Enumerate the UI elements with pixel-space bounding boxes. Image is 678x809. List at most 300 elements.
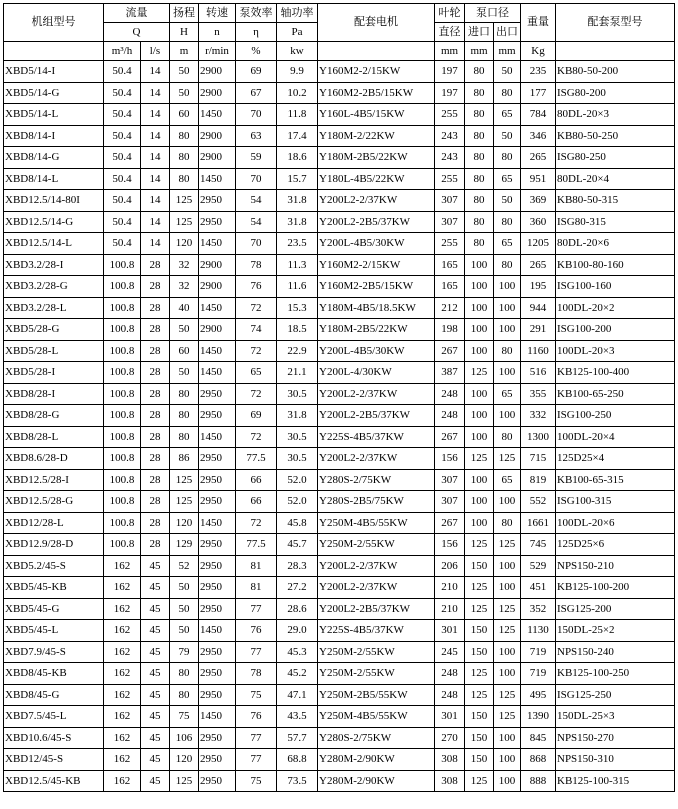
cell-inlet: 100 — [465, 254, 494, 276]
cell-inlet: 150 — [465, 727, 494, 749]
header-symbol-efficiency: η — [236, 23, 277, 42]
cell-efficiency: 77 — [236, 727, 277, 749]
cell-flow-ls: 28 — [141, 340, 170, 362]
cell-motor: Y280M-2/90KW — [318, 770, 435, 792]
cell-flow-ls: 45 — [141, 598, 170, 620]
cell-efficiency: 70 — [236, 233, 277, 255]
table-row — [4, 577, 675, 599]
cell-head: 106 — [170, 727, 199, 749]
cell-inlet: 150 — [465, 749, 494, 771]
cell-model: XBD3.2/28-G — [4, 276, 104, 298]
cell-flow-m3h: 100.8 — [104, 405, 141, 427]
cell-speed: 1450 — [199, 233, 236, 255]
cell-outlet: 80 — [494, 512, 521, 534]
table-row — [4, 383, 675, 405]
cell-inlet: 125 — [465, 448, 494, 470]
table-row — [4, 405, 675, 427]
cell-flow-m3h: 100.8 — [104, 512, 141, 534]
cell-flow-ls: 45 — [141, 727, 170, 749]
cell-power: 27.2 — [277, 577, 318, 599]
header-symbol-speed: n — [199, 23, 236, 42]
cell-outlet: 65 — [494, 469, 521, 491]
table-row — [4, 684, 675, 706]
cell-pump-model: 80DL-20×4 — [556, 168, 675, 190]
cell-head: 60 — [170, 340, 199, 362]
cell-head: 60 — [170, 104, 199, 126]
cell-head: 80 — [170, 405, 199, 427]
cell-speed: 2950 — [199, 448, 236, 470]
cell-flow-m3h: 100.8 — [104, 340, 141, 362]
cell-efficiency: 72 — [236, 512, 277, 534]
cell-efficiency: 76 — [236, 620, 277, 642]
cell-power: 47.1 — [277, 684, 318, 706]
table-row — [4, 297, 675, 319]
table-row — [4, 641, 675, 663]
table-row — [4, 362, 675, 384]
cell-inlet: 100 — [465, 276, 494, 298]
cell-inlet: 150 — [465, 620, 494, 642]
cell-model: XBD12/45-S — [4, 749, 104, 771]
cell-flow-m3h: 100.8 — [104, 362, 141, 384]
cell-model: XBD5/14-I — [4, 61, 104, 83]
cell-weight: 1160 — [521, 340, 556, 362]
cell-power: 11.3 — [277, 254, 318, 276]
cell-pump-model: NPS150-210 — [556, 555, 675, 577]
cell-motor: Y200L2-2/37KW — [318, 448, 435, 470]
cell-efficiency: 77.5 — [236, 448, 277, 470]
header-unit-blank — [4, 42, 104, 61]
cell-outlet: 100 — [494, 491, 521, 513]
table-row — [4, 598, 675, 620]
cell-pump-model: KB80-50-315 — [556, 190, 675, 212]
cell-motor: Y200L2-2B5/37KW — [318, 598, 435, 620]
cell-head: 125 — [170, 770, 199, 792]
cell-inlet: 80 — [465, 61, 494, 83]
cell-weight: 888 — [521, 770, 556, 792]
cell-outlet: 65 — [494, 233, 521, 255]
cell-speed: 1450 — [199, 104, 236, 126]
cell-inlet: 125 — [465, 663, 494, 685]
cell-inlet: 80 — [465, 82, 494, 104]
cell-flow-m3h: 162 — [104, 598, 141, 620]
table-row — [4, 620, 675, 642]
cell-outlet: 125 — [494, 598, 521, 620]
cell-power: 68.8 — [277, 749, 318, 771]
cell-efficiency: 59 — [236, 147, 277, 169]
cell-motor: Y280M-2/90KW — [318, 749, 435, 771]
cell-impeller-diameter: 197 — [435, 82, 465, 104]
cell-efficiency: 72 — [236, 340, 277, 362]
cell-flow-m3h: 100.8 — [104, 297, 141, 319]
cell-head: 120 — [170, 233, 199, 255]
cell-weight: 352 — [521, 598, 556, 620]
cell-outlet: 80 — [494, 147, 521, 169]
cell-weight: 719 — [521, 663, 556, 685]
header-row-units — [4, 42, 675, 61]
cell-power: 23.5 — [277, 233, 318, 255]
cell-model: XBD12.5/14-80I — [4, 190, 104, 212]
cell-power: 30.5 — [277, 383, 318, 405]
cell-model: XBD8.6/28-D — [4, 448, 104, 470]
cell-efficiency: 77 — [236, 641, 277, 663]
header-unit-efficiency: % — [236, 42, 277, 61]
cell-flow-m3h: 100.8 — [104, 383, 141, 405]
cell-flow-m3h: 50.4 — [104, 190, 141, 212]
cell-motor: Y180M-4B5/18.5KW — [318, 297, 435, 319]
cell-inlet: 100 — [465, 383, 494, 405]
cell-impeller-diameter: 198 — [435, 319, 465, 341]
cell-flow-m3h: 100.8 — [104, 491, 141, 513]
cell-head: 80 — [170, 168, 199, 190]
cell-weight: 745 — [521, 534, 556, 556]
cell-head: 125 — [170, 491, 199, 513]
cell-pump-model: 100DL-20×6 — [556, 512, 675, 534]
cell-model: XBD7.5/45-L — [4, 706, 104, 728]
cell-head: 125 — [170, 190, 199, 212]
cell-head: 80 — [170, 147, 199, 169]
header-unit-power: kw — [277, 42, 318, 61]
header-efficiency: 泵效率 — [236, 4, 277, 23]
table-row — [4, 727, 675, 749]
cell-speed: 2900 — [199, 254, 236, 276]
cell-model: XBD8/14-L — [4, 168, 104, 190]
cell-pump-model: KB125-100-250 — [556, 663, 675, 685]
cell-efficiency: 72 — [236, 426, 277, 448]
cell-outlet: 80 — [494, 211, 521, 233]
cell-impeller-diameter: 267 — [435, 340, 465, 362]
cell-outlet: 100 — [494, 319, 521, 341]
cell-flow-ls: 28 — [141, 276, 170, 298]
cell-efficiency: 75 — [236, 770, 277, 792]
cell-flow-m3h: 50.4 — [104, 104, 141, 126]
cell-outlet: 100 — [494, 276, 521, 298]
header-port: 泵口径 — [465, 4, 521, 23]
cell-speed: 1450 — [199, 168, 236, 190]
cell-impeller-diameter: 212 — [435, 297, 465, 319]
cell-pump-model: ISG125-200 — [556, 598, 675, 620]
table-row — [4, 426, 675, 448]
cell-power: 15.3 — [277, 297, 318, 319]
pump-spec-table-container — [3, 3, 675, 792]
cell-power: 29.0 — [277, 620, 318, 642]
cell-power: 45.3 — [277, 641, 318, 663]
cell-pump-model: ISG80-250 — [556, 147, 675, 169]
cell-efficiency: 81 — [236, 555, 277, 577]
header-unit-inlet: mm — [465, 42, 494, 61]
cell-flow-ls: 28 — [141, 448, 170, 470]
cell-outlet: 80 — [494, 82, 521, 104]
cell-impeller-diameter: 267 — [435, 512, 465, 534]
cell-head: 120 — [170, 512, 199, 534]
cell-pump-model: ISG100-200 — [556, 319, 675, 341]
header-symbol-flow: Q — [104, 23, 170, 42]
cell-speed: 2900 — [199, 319, 236, 341]
cell-impeller-diameter: 210 — [435, 598, 465, 620]
cell-model: XBD5/14-G — [4, 82, 104, 104]
table-row — [4, 663, 675, 685]
cell-motor: Y200L2-2B5/37KW — [318, 211, 435, 233]
cell-pump-model: 150DL-25×3 — [556, 706, 675, 728]
cell-inlet: 80 — [465, 125, 494, 147]
cell-motor: Y225S-4B5/37KW — [318, 426, 435, 448]
cell-motor: Y180M-2B5/22KW — [318, 319, 435, 341]
cell-head: 80 — [170, 684, 199, 706]
cell-flow-ls: 14 — [141, 233, 170, 255]
header-symbol-head: H — [170, 23, 199, 42]
cell-weight: 715 — [521, 448, 556, 470]
cell-model: XBD3.2/28-I — [4, 254, 104, 276]
cell-model: XBD10.6/45-S — [4, 727, 104, 749]
cell-power: 17.4 — [277, 125, 318, 147]
cell-flow-m3h: 50.4 — [104, 211, 141, 233]
cell-flow-ls: 45 — [141, 770, 170, 792]
cell-model: XBD12.5/14-G — [4, 211, 104, 233]
cell-pump-model: 100DL-20×4 — [556, 426, 675, 448]
cell-impeller-diameter: 197 — [435, 61, 465, 83]
cell-head: 50 — [170, 598, 199, 620]
cell-impeller-diameter: 301 — [435, 620, 465, 642]
cell-impeller-diameter: 308 — [435, 749, 465, 771]
cell-pump-model: NPS150-270 — [556, 727, 675, 749]
cell-outlet: 125 — [494, 534, 521, 556]
cell-efficiency: 54 — [236, 190, 277, 212]
cell-outlet: 100 — [494, 297, 521, 319]
cell-power: 45.8 — [277, 512, 318, 534]
cell-motor: Y160M2-2B5/15KW — [318, 82, 435, 104]
cell-speed: 2900 — [199, 147, 236, 169]
cell-impeller-diameter: 206 — [435, 555, 465, 577]
cell-motor: Y250M-2/55KW — [318, 641, 435, 663]
cell-inlet: 100 — [465, 469, 494, 491]
cell-weight: 784 — [521, 104, 556, 126]
cell-model: XBD5/14-L — [4, 104, 104, 126]
cell-speed: 2900 — [199, 276, 236, 298]
cell-flow-ls: 45 — [141, 620, 170, 642]
table-row — [4, 168, 675, 190]
cell-weight: 369 — [521, 190, 556, 212]
cell-inlet: 80 — [465, 104, 494, 126]
cell-efficiency: 76 — [236, 276, 277, 298]
header-symbol-power: Pa — [277, 23, 318, 42]
cell-speed: 2950 — [199, 684, 236, 706]
cell-motor: Y200L2-2/37KW — [318, 383, 435, 405]
cell-model: XBD12/28-L — [4, 512, 104, 534]
cell-weight: 332 — [521, 405, 556, 427]
cell-motor: Y160L-4B5/15KW — [318, 104, 435, 126]
cell-head: 125 — [170, 211, 199, 233]
header-unit-weight: Kg — [521, 42, 556, 61]
cell-motor: Y250M-4B5/55KW — [318, 706, 435, 728]
cell-weight: 951 — [521, 168, 556, 190]
cell-weight: 355 — [521, 383, 556, 405]
cell-power: 15.7 — [277, 168, 318, 190]
cell-speed: 2900 — [199, 61, 236, 83]
cell-head: 50 — [170, 362, 199, 384]
cell-power: 73.5 — [277, 770, 318, 792]
table-row — [4, 706, 675, 728]
cell-flow-ls: 28 — [141, 534, 170, 556]
cell-weight: 516 — [521, 362, 556, 384]
cell-motor: Y250M-4B5/55KW — [318, 512, 435, 534]
cell-flow-m3h: 100.8 — [104, 534, 141, 556]
cell-flow-ls: 14 — [141, 61, 170, 83]
cell-flow-m3h: 100.8 — [104, 448, 141, 470]
cell-impeller-diameter: 248 — [435, 663, 465, 685]
cell-flow-ls: 28 — [141, 491, 170, 513]
cell-motor: Y200L-4B5/30KW — [318, 340, 435, 362]
cell-flow-ls: 28 — [141, 362, 170, 384]
cell-model: XBD8/14-I — [4, 125, 104, 147]
table-row — [4, 534, 675, 556]
cell-motor: Y200L2-2/37KW — [318, 190, 435, 212]
cell-power: 28.3 — [277, 555, 318, 577]
cell-speed: 2950 — [199, 727, 236, 749]
cell-flow-m3h: 162 — [104, 641, 141, 663]
cell-power: 11.8 — [277, 104, 318, 126]
cell-efficiency: 72 — [236, 383, 277, 405]
cell-pump-model: 125D25×4 — [556, 448, 675, 470]
cell-efficiency: 54 — [236, 211, 277, 233]
cell-power: 45.7 — [277, 534, 318, 556]
cell-pump-model: 80DL-20×6 — [556, 233, 675, 255]
cell-inlet: 125 — [465, 684, 494, 706]
cell-inlet: 125 — [465, 362, 494, 384]
table-row — [4, 555, 675, 577]
cell-inlet: 80 — [465, 190, 494, 212]
cell-speed: 2950 — [199, 663, 236, 685]
cell-motor: Y160M2-2/15KW — [318, 61, 435, 83]
cell-model: XBD5/28-G — [4, 319, 104, 341]
cell-flow-ls: 28 — [141, 297, 170, 319]
cell-motor: Y250M-2B5/55KW — [318, 684, 435, 706]
cell-inlet: 150 — [465, 641, 494, 663]
table-row — [4, 147, 675, 169]
table-row — [4, 469, 675, 491]
header-power: 轴功率 — [277, 4, 318, 23]
cell-weight: 1205 — [521, 233, 556, 255]
cell-power: 10.2 — [277, 82, 318, 104]
cell-flow-m3h: 162 — [104, 727, 141, 749]
header-unit-flow-ls: l/s — [141, 42, 170, 61]
header-flow: 流量 — [104, 4, 170, 23]
table-row — [4, 254, 675, 276]
table-row — [4, 276, 675, 298]
cell-power: 11.6 — [277, 276, 318, 298]
table-row — [4, 491, 675, 513]
cell-weight: 1661 — [521, 512, 556, 534]
cell-flow-ls: 28 — [141, 405, 170, 427]
cell-power: 52.0 — [277, 491, 318, 513]
cell-pump-model: ISG100-250 — [556, 405, 675, 427]
cell-head: 129 — [170, 534, 199, 556]
cell-head: 79 — [170, 641, 199, 663]
cell-flow-m3h: 50.4 — [104, 125, 141, 147]
cell-flow-ls: 45 — [141, 577, 170, 599]
cell-flow-ls: 28 — [141, 426, 170, 448]
cell-outlet: 100 — [494, 362, 521, 384]
cell-outlet: 100 — [494, 405, 521, 427]
header-impeller-top: 叶轮 — [435, 4, 465, 23]
cell-speed: 1450 — [199, 620, 236, 642]
cell-flow-m3h: 50.4 — [104, 82, 141, 104]
table-row — [4, 749, 675, 771]
cell-flow-ls: 28 — [141, 469, 170, 491]
cell-speed: 1450 — [199, 362, 236, 384]
cell-flow-ls: 45 — [141, 663, 170, 685]
cell-inlet: 125 — [465, 598, 494, 620]
cell-impeller-diameter: 156 — [435, 448, 465, 470]
cell-power: 45.2 — [277, 663, 318, 685]
header-inlet: 进口 — [465, 23, 494, 42]
cell-head: 86 — [170, 448, 199, 470]
cell-inlet: 150 — [465, 706, 494, 728]
header-outlet: 出口 — [494, 23, 521, 42]
cell-impeller-diameter: 165 — [435, 276, 465, 298]
cell-model: XBD5/45-G — [4, 598, 104, 620]
cell-pump-model: KB80-50-250 — [556, 125, 675, 147]
cell-speed: 2950 — [199, 641, 236, 663]
cell-efficiency: 76 — [236, 706, 277, 728]
cell-impeller-diameter: 301 — [435, 706, 465, 728]
cell-outlet: 50 — [494, 125, 521, 147]
cell-model: XBD8/45-KB — [4, 663, 104, 685]
cell-model: XBD7.9/45-S — [4, 641, 104, 663]
cell-weight: 868 — [521, 749, 556, 771]
cell-head: 80 — [170, 663, 199, 685]
cell-impeller-diameter: 308 — [435, 770, 465, 792]
cell-outlet: 65 — [494, 383, 521, 405]
cell-power: 30.5 — [277, 448, 318, 470]
cell-speed: 2950 — [199, 534, 236, 556]
cell-impeller-diameter: 267 — [435, 426, 465, 448]
cell-flow-m3h: 162 — [104, 620, 141, 642]
cell-pump-model: NPS150-310 — [556, 749, 675, 771]
cell-inlet: 150 — [465, 555, 494, 577]
header-model: 机组型号 — [4, 4, 104, 42]
cell-flow-ls: 28 — [141, 319, 170, 341]
header-pump-model: 配套泵型号 — [556, 4, 675, 42]
table-row — [4, 448, 675, 470]
cell-efficiency: 69 — [236, 61, 277, 83]
cell-efficiency: 77 — [236, 749, 277, 771]
cell-head: 125 — [170, 469, 199, 491]
cell-power: 9.9 — [277, 61, 318, 83]
cell-speed: 2950 — [199, 577, 236, 599]
cell-weight: 195 — [521, 276, 556, 298]
cell-power: 31.8 — [277, 211, 318, 233]
cell-pump-model: KB125-100-200 — [556, 577, 675, 599]
cell-impeller-diameter: 248 — [435, 383, 465, 405]
cell-model: XBD5/28-L — [4, 340, 104, 362]
cell-model: XBD12.5/14-L — [4, 233, 104, 255]
cell-impeller-diameter: 307 — [435, 469, 465, 491]
header-unit-outlet: mm — [494, 42, 521, 61]
cell-flow-m3h: 162 — [104, 749, 141, 771]
cell-impeller-diameter: 255 — [435, 104, 465, 126]
cell-efficiency: 63 — [236, 125, 277, 147]
cell-model: XBD8/45-G — [4, 684, 104, 706]
cell-efficiency: 65 — [236, 362, 277, 384]
cell-flow-ls: 45 — [141, 555, 170, 577]
cell-outlet: 100 — [494, 555, 521, 577]
cell-head: 75 — [170, 706, 199, 728]
cell-pump-model: ISG80-315 — [556, 211, 675, 233]
cell-motor: Y200L2-2B5/37KW — [318, 405, 435, 427]
cell-model: XBD12.5/45-KB — [4, 770, 104, 792]
cell-power: 18.6 — [277, 147, 318, 169]
cell-pump-model: KB100-65-250 — [556, 383, 675, 405]
cell-speed: 2900 — [199, 125, 236, 147]
